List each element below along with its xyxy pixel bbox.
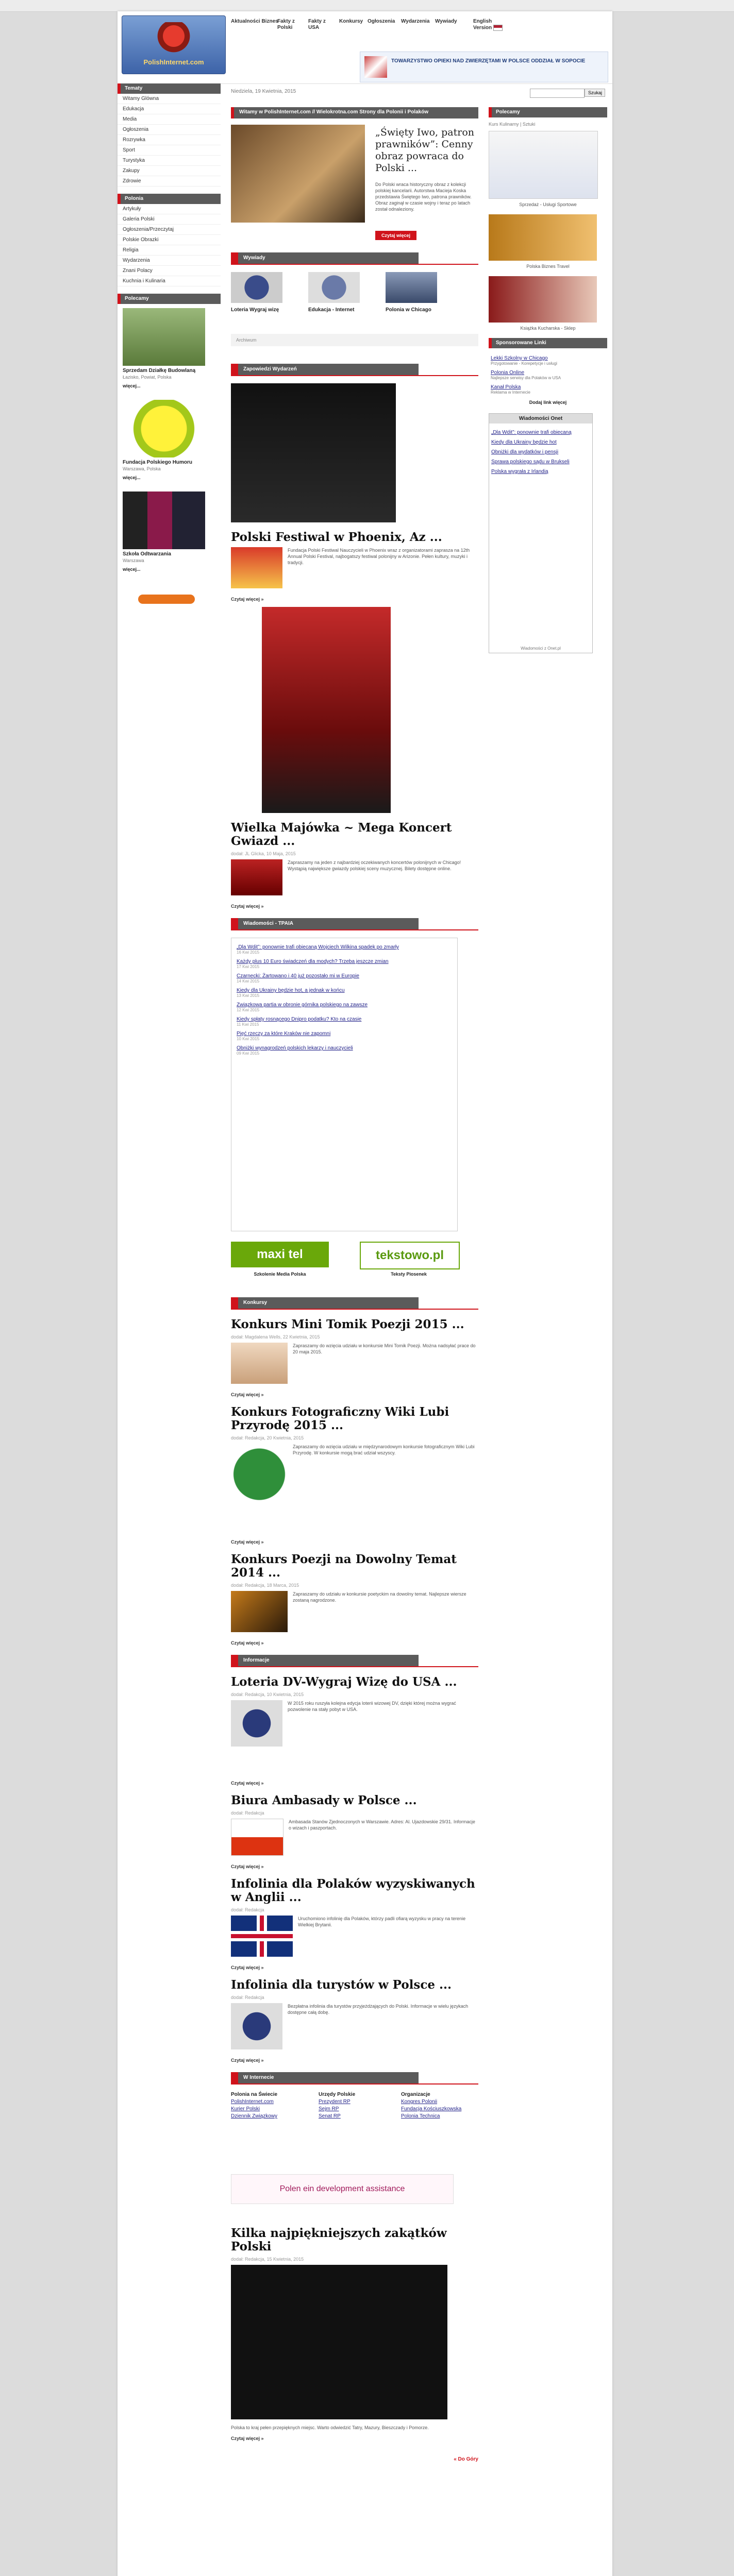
info-date: dodał: Redakcja — [231, 1995, 264, 2000]
links-section — [231, 2092, 478, 2154]
onet-list[interactable] — [489, 423, 592, 644]
section-header: Wywiady — [231, 252, 478, 265]
pick-more-link[interactable]: więcej... — [123, 567, 141, 572]
menu-item[interactable]: Znani Polacy — [118, 266, 221, 276]
menu-item[interactable]: Zdrowie — [118, 176, 221, 187]
news-list[interactable] — [231, 938, 458, 1231]
video-player[interactable] — [231, 2265, 447, 2419]
link[interactable]: Senat RP — [319, 2113, 341, 2119]
pick-subtitle: Warszawa, Polska — [123, 466, 161, 471]
interviews-section — [231, 272, 478, 354]
info-more-link[interactable]: Czytaj więcej » — [231, 1864, 264, 1869]
lottery-seal-icon[interactable] — [231, 272, 282, 303]
nav-item-english[interactable] — [473, 19, 504, 31]
banner-animal-icon — [364, 56, 387, 78]
festival-title[interactable]: Polski Festiwal w Phoenix, Az ... — [231, 530, 442, 544]
menu-item[interactable]: Religia — [118, 245, 221, 256]
featured-article — [231, 125, 478, 243]
menu-item[interactable]: Galeria Polski — [118, 214, 221, 225]
info-title[interactable]: Infolinia dla Polaków wyzyskiwanych w Anglii ... — [231, 1877, 475, 1904]
nav-item[interactable]: Wywiady — [435, 19, 457, 24]
info-more-link[interactable]: Czytaj więcej » — [231, 1781, 264, 1786]
contest-body: Zapraszamy do wzięcia udziału w międzynarodowym konkursie fotograficznym Wiki Lubi Przyrodę. W konkursie mogą brać udział wszyscy. — [293, 1444, 475, 1455]
info-more-link[interactable]: Czytaj więcej » — [231, 1965, 264, 1970]
onet-link[interactable]: Sprawa polskiego sądu w Brukseli — [491, 459, 570, 465]
contest-date: dodał: Redakcja, 20 Kwietnia, 2015 — [231, 1435, 304, 1440]
cookbook-ad[interactable] — [489, 276, 597, 323]
section-header: Wiadomości - TPAIA — [231, 918, 478, 930]
link[interactable]: Fundacja Kościuszkowska — [401, 2106, 462, 2112]
ad-caption[interactable]: Książka Kucharska - Sklep — [520, 326, 576, 331]
link[interactable]: Kongres Polonii — [401, 2099, 438, 2105]
featured-read-more-button[interactable]: Czytaj więcej — [375, 231, 416, 240]
banner-text: TOWARZYSTWO OPIEKI NAD ZWIERZĘTAMI W POLSCE ODDZIAŁ W SOPOCIE — [391, 58, 586, 64]
featured-body: Do Polski wraca historyczny obraz z kolekcji polskiej kancelarii. Autorstwa Macieja Koska przedstawia Świętego Iwo, patrona prawników. Obraz zaginął w czasie wojny i teraz po latach został odnaleziony. — [375, 182, 472, 212]
links-column-title: Polonia na Świecie — [231, 2092, 278, 2097]
page-frame — [118, 11, 612, 2576]
contest-more-link[interactable]: Czytaj więcej » — [231, 1640, 264, 1646]
nav-item[interactable]: Wydarzenia — [401, 19, 430, 24]
tekstowo-ad[interactable]: tekstowo.pl — [360, 1242, 460, 1269]
contest-more-link[interactable]: Czytaj więcej » — [231, 1392, 264, 1397]
info-date: dodał: Redakcja — [231, 1907, 264, 1912]
news-link[interactable]: Związkowa partia w obronie górnika polskiego na zawsze — [237, 1002, 368, 1008]
left-sidebar — [118, 83, 221, 619]
interview-title[interactable]: Loteria Wygraj wizę — [231, 307, 279, 313]
link[interactable]: Sejm RP — [319, 2106, 339, 2112]
news-link[interactable]: Kiedy dla Ukrainy będzie hot, a jednak w końcu — [237, 988, 345, 993]
sponsored-sub: Najlepsze serwisy dla Polaków w USA — [491, 376, 561, 380]
tourist-seal-icon[interactable] — [231, 2003, 282, 2049]
sponsored-link[interactable]: Kanał Polska — [491, 384, 521, 390]
land-photo[interactable] — [123, 308, 205, 366]
beauty-more-link[interactable]: Czytaj więcej » — [231, 2436, 264, 2441]
onet-footer: Wiadomości z Onet.pl — [521, 646, 561, 651]
ad-caption[interactable]: Sprzedaż - Usługi Sportowe — [519, 202, 577, 207]
menu-item[interactable]: Wydarzenia — [118, 256, 221, 266]
date-bar — [231, 89, 607, 99]
polish-roots-ad[interactable] — [489, 131, 598, 199]
majowka-poster-image[interactable] — [262, 607, 391, 813]
info-body: Ambasada Stanów Zjednoczonych w Warszawie. Adres: Al. Ujazdowskie 29/31. Informacje o wizach i paszportach. — [289, 1819, 475, 1831]
contest-body: Zapraszamy do wzięcia udziału w konkursie Mini Tomik Poezji. Można nadsyłać prace do 20 maja 2015. — [293, 1343, 476, 1354]
polonia-header: Polonia — [118, 194, 221, 204]
promo-banner[interactable]: Polen ein development assistance — [231, 2174, 454, 2204]
nav-item[interactable]: Fakty z USA — [308, 19, 326, 30]
onet-widget — [489, 413, 593, 653]
chicago-image[interactable] — [386, 272, 437, 303]
link[interactable]: Dziennik Związkowy — [231, 2113, 278, 2119]
majowka-title[interactable]: Wielka Majówka ~ Mega Koncert Gwiazd ... — [231, 821, 452, 848]
news-link[interactable]: Obniżki wynagrodzeń polskich lekarzy i nauczycieli — [237, 1045, 353, 1051]
section-header: Konkursy — [231, 1297, 478, 1310]
sponsored-sub: Przygotowanie - Korepetycje i usługi — [491, 361, 557, 366]
section-header: Zapowiedzi Wydarzeń — [231, 364, 478, 376]
news-link[interactable]: Każdy plus 10 Euro świadczeń dla modych? Trzeba jeszcze zmian — [237, 959, 389, 964]
topic-menu — [118, 94, 221, 187]
majowka-date: dodał: JL Glicka, 10 Maja, 2015 — [231, 851, 296, 856]
news-date: 09 Kwi 2015 — [237, 1051, 260, 1056]
news-date: 16 Kwi 2015 — [237, 950, 260, 955]
beauty-title[interactable]: Kilka najpiękniejszych zakątków Polski — [231, 2226, 447, 2253]
us-seal-icon[interactable] — [231, 1700, 282, 1747]
festival-body: Fundacja Polski Festiwal Nauczycieli w Phoenix wraz z organizatorami zaprasza na 12th Annual Polski Festival, najbogatszy festiwal polonijny w Arizonie. Pełen kultury, muzyki i tradycji. — [288, 548, 470, 565]
ad-caption[interactable]: Polska Biznes Travel — [526, 264, 570, 269]
current-date: Niedziela, 19 Kwietnia, 2015 — [231, 89, 296, 94]
contest-date: dodał: Magdalena Wells, 22 Kwietnia, 2015 — [231, 1334, 320, 1340]
nav-item[interactable]: Aktualności Biznes — [231, 19, 278, 24]
pick-more-link[interactable]: więcej... — [123, 475, 141, 480]
right-subtitle: Kurs Kulinarny | Sztuki — [489, 122, 536, 127]
news-date: 13 Kwi 2015 — [237, 993, 260, 998]
sponsored-more[interactable]: Dodaj link więcej — [529, 400, 567, 405]
welcome-bar: Witamy w PolishInternet.com // Wielokrotna.com Strony dla Polonii i Polaków — [231, 107, 478, 118]
section-header: W Internecie — [231, 2072, 478, 2084]
contest-more-link[interactable]: Czytaj więcej » — [231, 1539, 264, 1545]
menu-item[interactable]: Media — [118, 114, 221, 125]
menu-item[interactable]: Zakupy — [118, 166, 221, 176]
info-title[interactable]: Loteria DV-Wygraj Wizę do USA ... — [231, 1675, 457, 1689]
education-seal-icon[interactable] — [308, 272, 360, 303]
contest-title[interactable]: Konkurs Poezji na Dowolny Temat 2014 ... — [231, 1552, 457, 1580]
interview-title[interactable]: Polonia w Chicago — [386, 307, 431, 313]
festival-thumb[interactable] — [231, 547, 282, 588]
pick-more-link[interactable]: więcej... — [123, 383, 141, 388]
contest-title[interactable]: Konkurs Fotograficzny Wiki Lubi Przyrodę 2015 ... — [231, 1405, 449, 1432]
nav-item[interactable]: Ogłoszenia — [368, 19, 395, 24]
maxi-ad[interactable]: maxi tel — [231, 1242, 329, 1267]
links-column — [401, 2092, 473, 2119]
back-to-top-link[interactable]: « Do Góry — [454, 2456, 478, 2462]
maxi-ad-caption[interactable]: Szkolenie Media Polska — [254, 1272, 306, 1277]
info-body: W 2015 roku ruszyła kolejna edycja loterii wizowej DV, dzięki której można wygrać pozwolenie na stały pobyt w USA. — [288, 1701, 456, 1712]
right-header: Polecamy — [489, 107, 607, 117]
menu-header: Tematy — [118, 83, 221, 94]
contest-thumb[interactable] — [231, 1343, 288, 1384]
links-column — [319, 2092, 391, 2119]
top-strip — [0, 0, 734, 12]
menu-item[interactable]: Sport — [118, 145, 221, 156]
onet-link[interactable]: Kiedy dla Ukrainy będzie hot — [491, 439, 557, 445]
link[interactable]: PolishInternet.com — [231, 2099, 274, 2105]
info-body: Uruchomiono infolinię dla Polaków, którzy padli ofiarą wyzysku w pracy na terenie Wielkiej Brytanii. — [298, 1916, 466, 1927]
sponsored-sub: Reklama w Internecie — [491, 390, 530, 395]
links-column-title: Organizacje — [401, 2092, 430, 2097]
menu-item[interactable]: Turystyka — [118, 156, 221, 166]
links-column — [231, 2092, 303, 2119]
donate-button[interactable] — [138, 595, 195, 604]
polonia-menu — [118, 204, 221, 286]
pick-title[interactable]: Sprzedam Działkę Budowlaną — [123, 368, 196, 374]
news-link[interactable]: Czarnecki: Żartowano i 40 już pozostało mi w Europie — [237, 973, 359, 979]
onet-link[interactable]: „Dla Wdit”: ponownie trafi obiecaną — [491, 430, 572, 435]
pick-header: Polecamy — [118, 294, 221, 304]
news-date: 12 Kwi 2015 — [237, 1008, 260, 1012]
menu-item[interactable]: Ogłoszenia — [118, 125, 221, 135]
link[interactable]: Kurier Polski — [231, 2106, 260, 2112]
search-button[interactable]: Szukaj — [585, 89, 605, 97]
news-link[interactable]: „Dla Wdit”: ponownie trafi obiecaną Wojciech Wilkina spadek po zmarły — [237, 944, 399, 950]
majowka-thumb[interactable] — [231, 859, 282, 895]
sponsored-link[interactable]: Lekki Szkolny w Chicago — [491, 355, 548, 361]
travel-ad[interactable] — [489, 214, 597, 261]
sponsored-header: Sponsorowane Linki — [489, 338, 607, 348]
menu-item[interactable]: Rozrywka — [118, 135, 221, 145]
news-date: 14 Kwi 2015 — [237, 979, 260, 984]
contest-thumb[interactable] — [231, 1591, 288, 1632]
school-logo-icon[interactable] — [123, 492, 205, 549]
beauty-date: dodał: Redakcja, 15 Kwietnia, 2015 — [231, 2257, 304, 2262]
pick-subtitle: Warszawa — [123, 558, 144, 563]
partner-ads — [231, 1242, 478, 1288]
archive-bar[interactable]: Archiwum — [231, 334, 478, 346]
interview-title[interactable]: Edukacja - Internet — [308, 307, 355, 313]
contest-date: dodał: Redakcja, 18 Marca, 2015 — [231, 1583, 299, 1588]
wiki-nature-logo[interactable] — [231, 1444, 288, 1531]
news-link[interactable]: Pięć rzeczy za które Kraków nie zapomni — [237, 1031, 331, 1037]
pick-subtitle: Łazisko, Powiat, Polska — [123, 375, 172, 380]
featured-title[interactable]: „Święty Iwo, patron prawników”: Cenny obraz powraca do Polski ... — [375, 127, 475, 174]
pick-title[interactable]: Fundacja Polskiego Humoru — [123, 460, 193, 465]
uk-flag-icon[interactable] — [231, 1916, 293, 1957]
onet-link[interactable]: Polska wygrała z Irlandią — [491, 469, 548, 474]
scholarship-poster-image[interactable] — [231, 383, 396, 522]
majowka-body: Zapraszamy na jeden z najbardziej oczekiwanych koncertów polonijnych w Chicago! Wystąpią największe gwiazdy polskiej sceny muzycznej. Bilety dostępne online. — [288, 860, 461, 871]
onet-header: Wiadomości Onet — [489, 414, 592, 423]
top-navigation — [231, 19, 607, 41]
section-header: Informacje — [231, 1655, 478, 1667]
menu-item[interactable]: Polskie Obrazki — [118, 235, 221, 245]
featured-image[interactable] — [231, 125, 365, 223]
menu-item[interactable]: Edukacja — [118, 104, 221, 114]
menu-item[interactable]: Kuchnia i Kulinaria — [118, 276, 221, 286]
news-date: 11 Kwi 2015 — [237, 1022, 259, 1027]
nav-item[interactable]: Konkursy — [339, 19, 363, 24]
contest-body: Zapraszamy do udziału w konkursie poetyckim na dowolny temat. Najlepsze wiersze zostaną nagrodzone. — [293, 1591, 466, 1603]
english-label: English Version — [473, 19, 492, 31]
news-link[interactable]: Kiedy spłaty rosnącego Dnipro podatku? Kto na czasie — [237, 1016, 362, 1022]
logo-text: PolishInternet.com — [143, 58, 204, 66]
onet-link[interactable]: Obniżki dla wydatków i pensji — [491, 449, 559, 455]
link[interactable]: Prezydent RP — [319, 2099, 351, 2105]
info-more-link[interactable]: Czytaj więcej » — [231, 2058, 264, 2063]
festival-more-link[interactable]: Czytaj więcej » — [231, 597, 264, 602]
nav-item[interactable]: Fakty z Polski — [277, 19, 295, 30]
site-logo[interactable] — [122, 15, 226, 74]
links-column-title: Urzędy Polskie — [319, 2092, 356, 2097]
main-content — [231, 107, 478, 2462]
menu-item[interactable]: Ogłoszenia/Przeczytaj — [118, 225, 221, 235]
sun-logo-icon[interactable] — [123, 400, 205, 457]
info-title[interactable]: Infolinia dla turystów w Polsce ... — [231, 1978, 452, 1992]
polish-flag-icon[interactable] — [231, 1819, 283, 1856]
sponsored-link[interactable]: Polonia Online — [491, 370, 525, 376]
info-date: dodał: Redakcja, 10 Kwietnia, 2015 — [231, 1692, 304, 1697]
majowka-more-link[interactable]: Czytaj więcej » — [231, 904, 264, 909]
sponsored-links — [489, 348, 607, 408]
header-banner[interactable] — [360, 52, 608, 82]
pick-title[interactable]: Szkoła Odtwarzania — [123, 551, 171, 557]
link[interactable]: Polonia Technica — [401, 2113, 440, 2119]
info-body: Bezpłatna infolinia dla turystów przyjeżdżających do Polski. Informacje w wielu językach dostępne całą dobę. — [288, 2004, 469, 2015]
news-date: 17 Kwi 2015 — [237, 964, 260, 969]
news-date: 10 Kwi 2015 — [237, 1037, 260, 1041]
right-sidebar — [489, 107, 607, 653]
menu-item[interactable]: Witamy Glówna — [118, 94, 221, 104]
info-title[interactable]: Biura Ambasady w Polsce ... — [231, 1793, 417, 1807]
us-flag-icon — [493, 25, 503, 31]
search-input[interactable] — [530, 89, 585, 98]
tekstowo-ad-caption[interactable]: Teksty Piosenek — [391, 1272, 427, 1277]
logo-emblem-icon — [153, 22, 194, 53]
contest-title[interactable]: Konkurs Mini Tomik Poezji 2015 ... — [231, 1317, 464, 1331]
beauty-body: Polska to kraj pełen przepięknych miejsc. Warto odwiedzić Tatry, Mazury, Bieszczady i Pomorze. — [231, 2425, 429, 2430]
menu-item[interactable]: Artykuły — [118, 204, 221, 214]
info-date: dodał: Redakcja — [231, 1810, 264, 1816]
